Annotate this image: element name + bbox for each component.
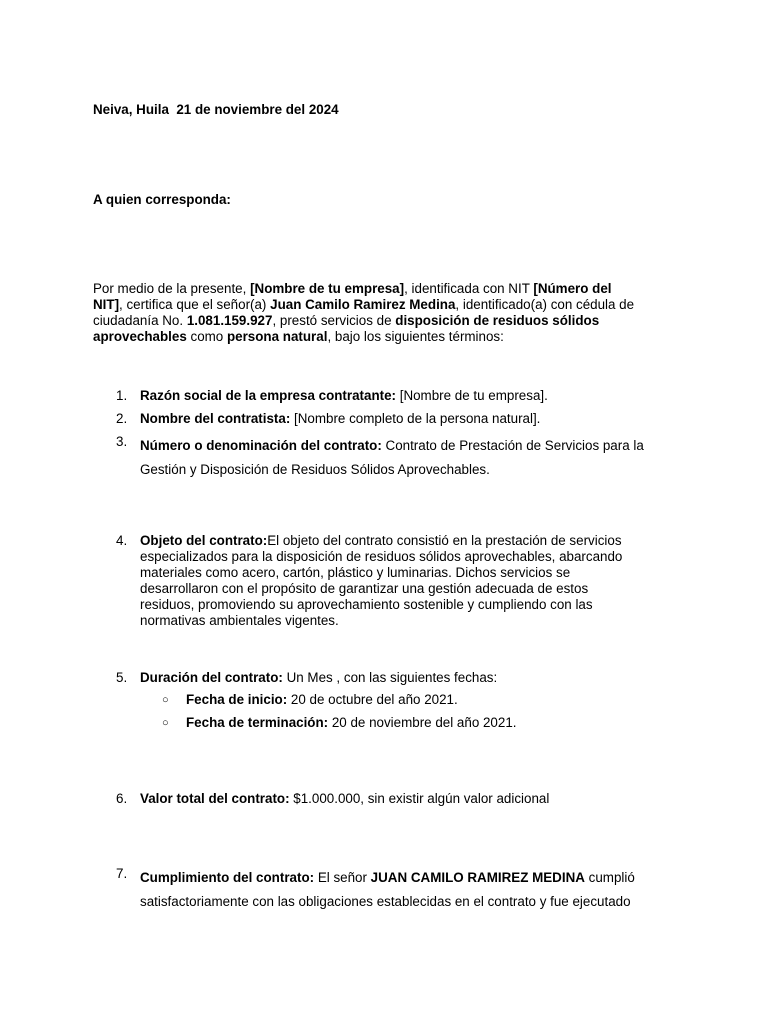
item-text: materiales como acero, cartón, plástico y luminarias. Dichos servicios se bbox=[140, 565, 571, 580]
item-number: 2. bbox=[116, 411, 128, 426]
item-label: Objeto del contrato: bbox=[140, 533, 268, 548]
intro-text: , identificado(a) con cédula de bbox=[455, 297, 635, 312]
subitem-text: 20 de octubre del año 2021. bbox=[287, 692, 458, 707]
sub-list-item bbox=[186, 692, 458, 707]
item-text: cumplió bbox=[584, 870, 635, 885]
list-item bbox=[140, 866, 680, 914]
company-placeholder: [Nombre de tu empresa] bbox=[250, 281, 405, 296]
service-type: aprovechables bbox=[93, 329, 187, 344]
item-text: residuos, promoviendo su aprovechamiento sostenible y cumpliendo con las bbox=[140, 597, 593, 612]
intro-text: Por medio de la presente, bbox=[93, 281, 251, 296]
item-text: Gestión y Disposición de Residuos Sólidos Aprovechables. bbox=[140, 462, 490, 477]
item-text: [Nombre completo de la persona natural]. bbox=[290, 411, 541, 426]
item-label: Razón social de la empresa contratante: bbox=[140, 388, 396, 403]
subitem-text: 20 de noviembre del año 2021. bbox=[328, 715, 517, 730]
list-item bbox=[140, 533, 680, 629]
list-item bbox=[140, 388, 680, 403]
item-text: desarrollaron con el propósito de garantizar una gestión adecuada de estos bbox=[140, 581, 589, 596]
intro-text: , prestó servicios de bbox=[272, 313, 396, 328]
item-label: Nombre del contratista: bbox=[140, 411, 291, 426]
item-text: El objeto del contrato consistió en la prestación de servicios bbox=[267, 533, 622, 548]
item-text: normativas ambientales vigentes. bbox=[140, 613, 339, 628]
intro-paragraph bbox=[93, 281, 653, 345]
intro-text: ciudadanía No. bbox=[93, 313, 187, 328]
item-label: Cumplimiento del contrato: bbox=[140, 870, 315, 885]
item-number: 5. bbox=[116, 670, 128, 685]
list-item bbox=[140, 670, 680, 685]
item-number: 1. bbox=[116, 388, 128, 403]
person-type: persona natural bbox=[226, 329, 328, 344]
list-item bbox=[140, 434, 680, 482]
nit-placeholder: NIT] bbox=[93, 297, 120, 312]
item-text: Un Mes , con las siguientes fechas: bbox=[282, 670, 498, 685]
circle-bullet-icon: ○ bbox=[162, 694, 169, 706]
date-line: Neiva, Huila 21 de noviembre del 2024 bbox=[93, 102, 339, 117]
item-number: 7. bbox=[116, 866, 128, 881]
item-text: Contrato de Prestación de Servicios para la bbox=[381, 438, 644, 453]
item-label: Valor total del contrato: bbox=[140, 791, 290, 806]
item-label: Duración del contrato: bbox=[140, 670, 283, 685]
sub-list-item bbox=[186, 715, 517, 730]
item-text: El señor bbox=[314, 870, 371, 885]
id-number: 1.081.159.927 bbox=[186, 313, 273, 328]
greeting: A quien corresponda: bbox=[93, 192, 231, 207]
contractor-name: JUAN CAMILO RAMIREZ MEDINA bbox=[370, 870, 585, 885]
intro-text: , identificada con NIT bbox=[404, 281, 534, 296]
nit-placeholder: [Número del bbox=[533, 281, 612, 296]
item-label: Número o denominación del contrato: bbox=[140, 438, 382, 453]
circle-bullet-icon: ○ bbox=[162, 717, 169, 729]
item-number: 6. bbox=[116, 791, 128, 806]
item-text: [Nombre de tu empresa]. bbox=[396, 388, 548, 403]
intro-text: , bajo los siguientes términos: bbox=[327, 329, 504, 344]
person-name: Juan Camilo Ramirez Medina bbox=[270, 297, 456, 312]
subitem-label: Fecha de inicio: bbox=[186, 692, 288, 707]
service-type: disposición de residuos sólidos bbox=[395, 313, 600, 328]
item-text: especializados para la disposición de residuos sólidos aprovechables, abarcando bbox=[140, 549, 623, 564]
item-number: 4. bbox=[116, 533, 128, 548]
intro-text: , certifica que el señor(a) bbox=[119, 297, 271, 312]
item-number: 3. bbox=[116, 434, 128, 449]
item-text: $1.000.000, sin existir algún valor adicional bbox=[289, 791, 550, 806]
subitem-label: Fecha de terminación: bbox=[186, 715, 329, 730]
intro-text: como bbox=[186, 329, 227, 344]
item-text: satisfactoriamente con las obligaciones establecidas en el contrato y fue ejecutado bbox=[140, 894, 631, 909]
list-item bbox=[140, 411, 680, 426]
list-item bbox=[140, 791, 680, 806]
